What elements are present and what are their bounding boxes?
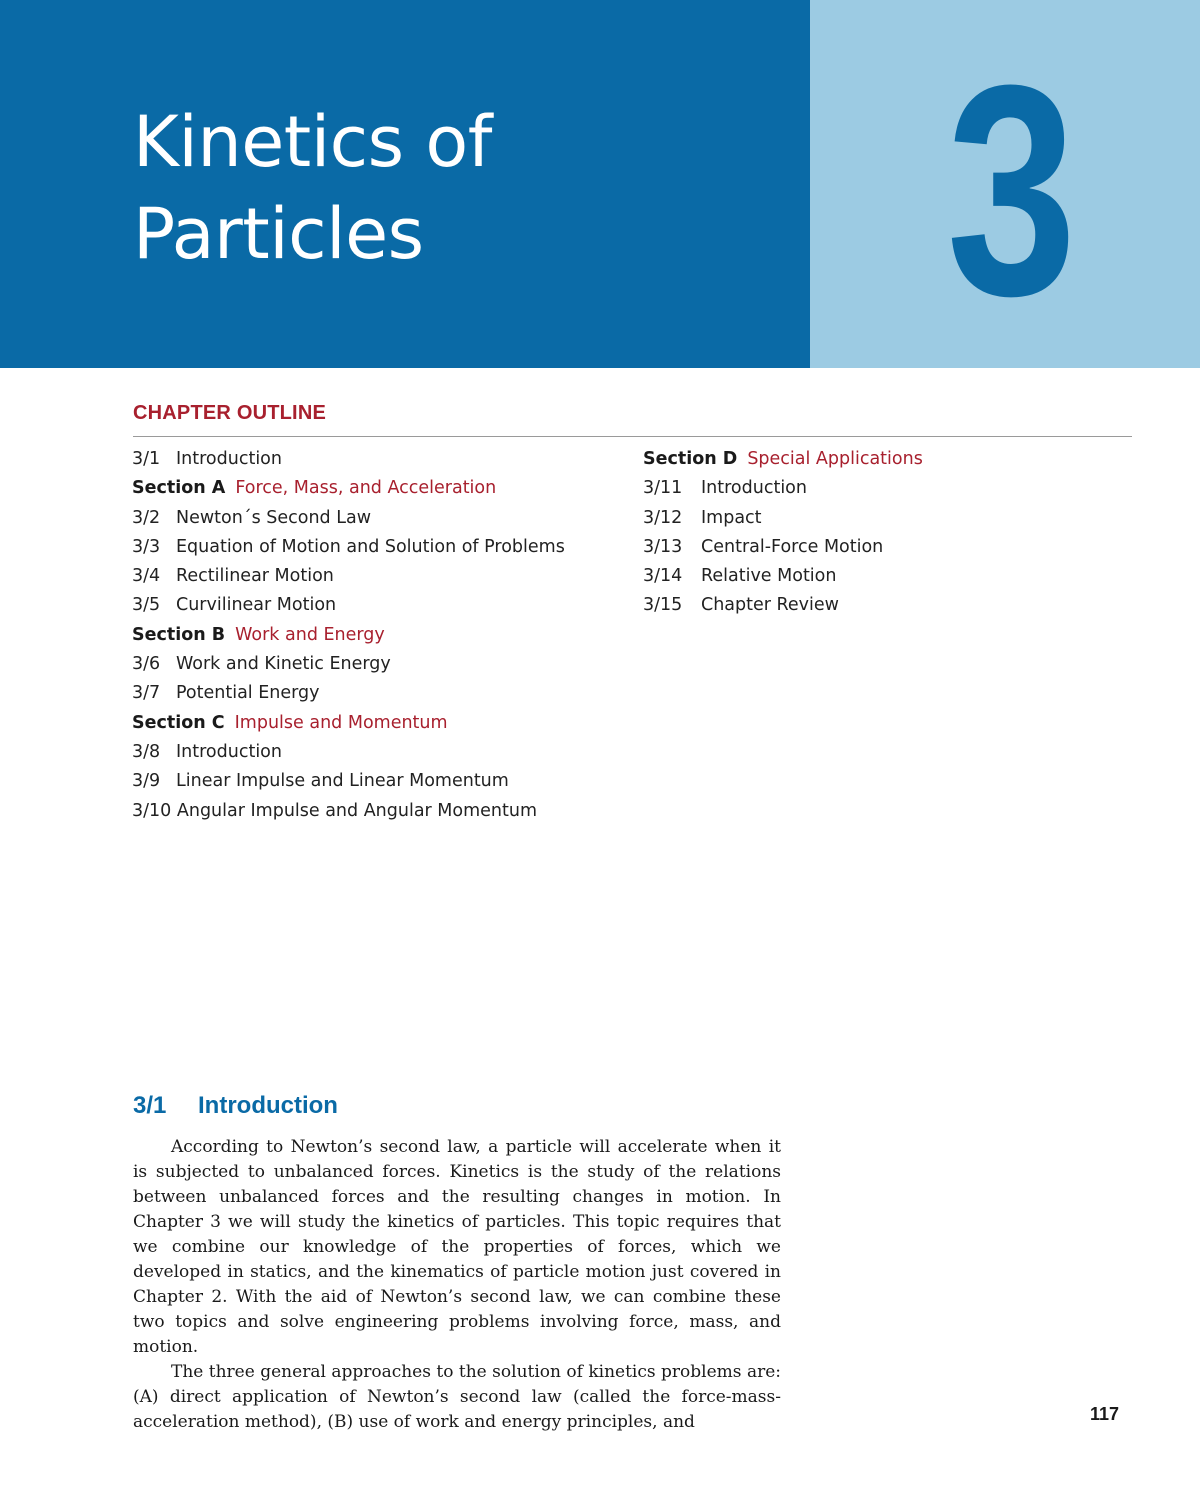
outline-item[interactable]	[643, 474, 923, 503]
section-title: Introduction	[198, 1092, 338, 1119]
outline-item-number: 3/4	[132, 566, 161, 587]
outline-item[interactable]	[643, 533, 923, 562]
outline-section-label: Section A	[132, 478, 226, 499]
outline-item-title: Work and Kinetic Energy	[176, 654, 391, 675]
outline-item[interactable]	[132, 797, 565, 826]
outline-item-title: Relative Motion	[701, 566, 837, 587]
outline-item-title: Newton´s Second Law	[176, 507, 372, 528]
outline-item[interactable]	[132, 504, 565, 533]
section-heading	[133, 1092, 338, 1120]
outline-item-number: 3/1	[132, 449, 161, 469]
outline-item[interactable]	[132, 679, 565, 708]
outline-section-header[interactable]	[132, 709, 565, 738]
outline-item-number: 3/3	[132, 536, 161, 557]
outline-divider	[133, 436, 1132, 437]
chapter-title-line-1: Kinetics of	[133, 101, 492, 183]
outline-section-label: Section C	[132, 712, 225, 733]
body-paragraph: According to Newton’s second law, a particle will accelerate when it is subjected to unbalanced forces. Kinetics is the study of the relations between unbalanced forces and the resulting changes in motion. In Chapter 3 we will study the kinetics of particles. This topic requires that we combine our knowledge of the properties of forces, which we developed in statics, and the kinematics of particle motion just covered in Chapter 2. With the aid of Newton’s second law, we can combine these two topics and solve engineering problems involving force, mass, and motion.	[133, 1137, 781, 1357]
outline-item[interactable]	[643, 504, 923, 533]
outline-item[interactable]	[643, 591, 923, 620]
outline-section-label: Section B	[132, 624, 226, 645]
outline-item[interactable]	[643, 562, 923, 591]
outline-section-label: Section D	[643, 449, 738, 469]
outline-item-title: Curvilinear Motion	[176, 595, 337, 616]
outline-item-number: 3/9	[132, 771, 161, 792]
chapter-title	[133, 96, 492, 280]
outline-item-number: 3/15	[643, 595, 683, 616]
outline-item[interactable]	[132, 767, 565, 796]
outline-item-title: Equation of Motion and Solution of Problems	[176, 536, 565, 557]
outline-item-title: Central-Force Motion	[701, 536, 884, 557]
outline-item-number: 3/2	[132, 507, 161, 528]
outline-item-number: 3/8	[132, 741, 161, 762]
outline-item-number: 3/11	[643, 478, 683, 499]
outline-item-title: Potential Energy	[176, 683, 320, 704]
outline-left-column	[132, 445, 565, 826]
outline-item-title: Chapter Review	[701, 595, 839, 616]
outline-item-number: 3/7	[132, 683, 161, 704]
outline-section-title: Force, Mass, and Acceleration	[235, 478, 497, 499]
outline-section-header[interactable]	[132, 474, 565, 503]
outline-item-number: 3/6	[132, 654, 161, 675]
section-body	[133, 1135, 781, 1435]
outline-section-title: Impulse and Momentum	[234, 712, 448, 733]
outline-item-number: 3/10	[132, 800, 172, 821]
outline-item[interactable]	[132, 738, 565, 767]
outline-item-title: Impact	[701, 507, 762, 528]
chapter-outline-heading: CHAPTER OUTLINE	[133, 402, 326, 424]
outline-section-title: Work and Energy	[235, 624, 385, 645]
outline-item-number: 3/12	[643, 507, 683, 528]
outline-section-title: Special Applications	[747, 449, 923, 469]
outline-item-number: 3/5	[132, 595, 161, 616]
outline-item-number: 3/13	[643, 536, 683, 557]
outline-section-header[interactable]	[132, 621, 565, 650]
outline-item-title: Rectilinear Motion	[176, 566, 334, 587]
outline-section-header[interactable]	[643, 445, 923, 474]
chapter-number: 3	[946, 22, 1077, 358]
outline-item-title: Introduction	[176, 449, 282, 469]
body-paragraph: The three general approaches to the solution of kinetics problems are: (A) direct application of Newton’s second law (called the force-mass-acceleration method), (B) use of work and energy principles, and	[133, 1362, 781, 1432]
chapter-title-line-2: Particles	[133, 193, 424, 275]
outline-item[interactable]	[132, 650, 565, 679]
outline-item[interactable]	[132, 533, 565, 562]
outline-item[interactable]	[132, 445, 565, 474]
outline-item[interactable]	[132, 562, 565, 591]
outline-item-title: Linear Impulse and Linear Momentum	[176, 771, 509, 792]
outline-item[interactable]	[132, 591, 565, 620]
outline-item-title: Angular Impulse and Angular Momentum	[176, 800, 538, 821]
outline-item-title: Introduction	[176, 741, 282, 762]
section-number: 3/1	[133, 1092, 167, 1119]
outline-right-column	[643, 445, 923, 621]
outline-item-number: 3/14	[643, 566, 683, 587]
page-number: 117	[1090, 1404, 1120, 1424]
outline-item-title: Introduction	[701, 478, 807, 499]
